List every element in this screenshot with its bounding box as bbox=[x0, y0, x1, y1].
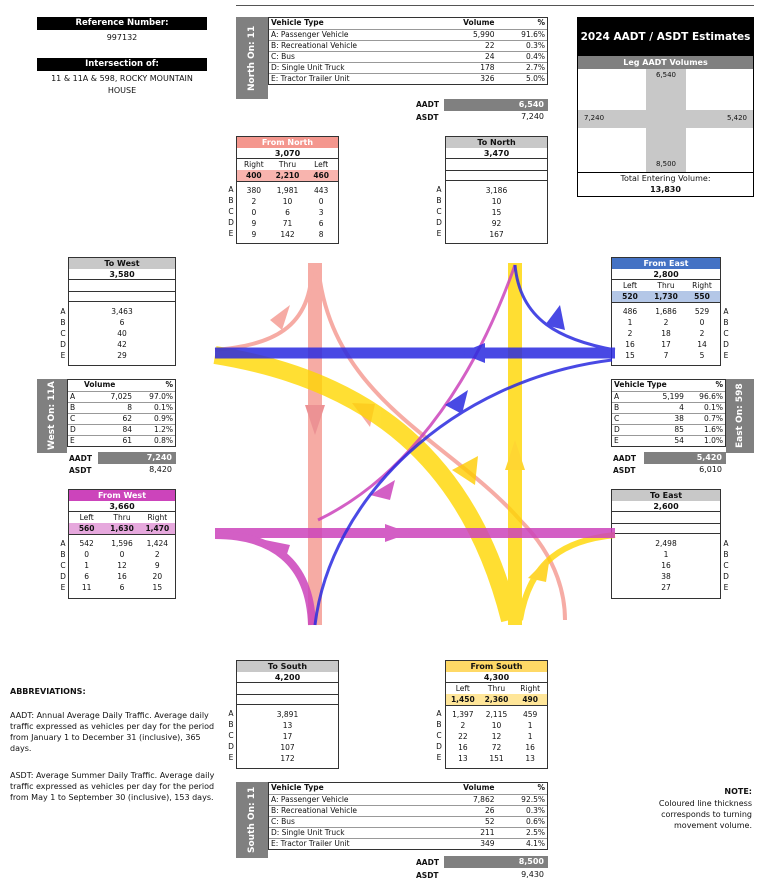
cell: 6 bbox=[285, 208, 290, 217]
cell: 380 bbox=[246, 186, 261, 195]
cell: 92.5% bbox=[521, 794, 545, 804]
cell: 2,498 bbox=[655, 539, 677, 548]
cell: 1,981 bbox=[276, 186, 299, 195]
south-right-arrow bbox=[528, 556, 550, 582]
cell: 52 bbox=[484, 816, 495, 826]
east-aadt-value: 5,420 bbox=[644, 452, 726, 464]
cell: 15 bbox=[152, 583, 163, 592]
total-entering-value: 13,830 bbox=[650, 185, 681, 194]
cell: 4.1% bbox=[525, 838, 545, 848]
from-west-left: 560 bbox=[78, 524, 95, 533]
hdr-thru: Thru bbox=[657, 281, 675, 290]
cell: 85 bbox=[674, 424, 684, 434]
cell: 10 bbox=[491, 197, 502, 206]
cell: 13 bbox=[282, 721, 293, 730]
west-aadt-value: 7,240 bbox=[98, 452, 176, 464]
cell: 459 bbox=[523, 710, 538, 719]
header-pct: % bbox=[715, 380, 723, 390]
cell: A: Passenger Vehicle bbox=[271, 794, 349, 804]
cell: 6 bbox=[318, 219, 324, 228]
south-aadt-label: AADT bbox=[416, 858, 439, 867]
west-asdt-value: 8,420 bbox=[149, 465, 172, 474]
from-south-thru: 2,360 bbox=[484, 695, 509, 704]
cell: 10 bbox=[282, 197, 293, 206]
to-north-title: To North bbox=[446, 137, 547, 148]
to-west-title: To West bbox=[69, 258, 175, 269]
cell: 22 bbox=[484, 40, 495, 50]
hdr-left: Left bbox=[622, 281, 638, 290]
cell: C: Bus bbox=[271, 816, 295, 826]
south-vehicle-table bbox=[268, 782, 548, 850]
cell: 92 bbox=[491, 219, 502, 228]
cell: D: Single Unit Truck bbox=[271, 827, 345, 837]
from-south-left: 1,450 bbox=[450, 695, 475, 704]
cell: 13 bbox=[458, 754, 468, 763]
cell: 38 bbox=[661, 572, 671, 581]
cell: 14 bbox=[697, 340, 707, 349]
cell: 1 bbox=[663, 550, 669, 559]
cross-north-value: 6,540 bbox=[655, 71, 677, 79]
cell: 0.3% bbox=[525, 805, 545, 815]
to-west-total: 3,580 bbox=[69, 269, 175, 280]
cell: 0 bbox=[84, 550, 90, 559]
cell: 326 bbox=[480, 73, 495, 83]
cell: 16 bbox=[625, 340, 635, 349]
cell: 16 bbox=[525, 743, 535, 752]
header-volume: Volume bbox=[463, 783, 495, 793]
cell: 2.5% bbox=[525, 827, 545, 837]
cell: 2 bbox=[663, 318, 669, 327]
north-right-curve bbox=[215, 265, 312, 350]
total-entering-label: Total Entering Volume: bbox=[578, 172, 753, 184]
from-west-right: 1,470 bbox=[145, 524, 170, 533]
header-type: Vehicle Type bbox=[614, 380, 667, 390]
cell: 16 bbox=[458, 743, 468, 752]
cell: 1 bbox=[527, 732, 533, 741]
cell: 22 bbox=[458, 732, 468, 741]
cell: 1.2% bbox=[153, 424, 173, 434]
cross-south-value: 8,500 bbox=[655, 160, 677, 168]
cell: 0.3% bbox=[525, 40, 545, 50]
to-east-title: To East bbox=[612, 490, 720, 501]
cell: 3,463 bbox=[111, 307, 133, 316]
cell: 71 bbox=[282, 219, 293, 228]
header-pct: % bbox=[165, 380, 173, 390]
cell: A bbox=[614, 391, 620, 401]
cell: 5 bbox=[699, 351, 705, 360]
cell: 0.9% bbox=[153, 413, 173, 423]
cell: 167 bbox=[489, 230, 504, 239]
cell: 40 bbox=[117, 329, 127, 338]
hdr-right: Right bbox=[147, 513, 168, 522]
cell: 10 bbox=[491, 721, 502, 730]
cell: C bbox=[70, 413, 76, 423]
hdr-thru: Thru bbox=[113, 513, 131, 522]
from-north-thru: 2,210 bbox=[275, 171, 300, 180]
cell: 5.0% bbox=[525, 73, 545, 83]
cell: 42 bbox=[117, 340, 127, 349]
cell: 20 bbox=[152, 572, 163, 581]
cell: 0 bbox=[699, 318, 705, 327]
cell: 1.0% bbox=[703, 435, 723, 445]
from-west-title: From West bbox=[69, 490, 175, 501]
intersection-label: Intersection of: bbox=[37, 58, 207, 71]
cell: 142 bbox=[280, 230, 295, 239]
south-asdt-value: 9,430 bbox=[521, 870, 544, 879]
cell: C bbox=[614, 413, 620, 423]
cell: 178 bbox=[480, 62, 495, 72]
east-asdt-label: ASDT bbox=[613, 466, 636, 475]
from-north-total: 3,070 bbox=[237, 148, 338, 159]
cell: 72 bbox=[491, 743, 502, 752]
cell: 1.6% bbox=[703, 424, 723, 434]
from-north-right: 400 bbox=[246, 171, 262, 180]
cell: 0 bbox=[251, 208, 257, 217]
cell: 486 bbox=[622, 307, 638, 316]
to-south-total: 4,200 bbox=[237, 672, 338, 683]
south-vehicle-grid bbox=[269, 783, 547, 849]
cell: E: Tractor Trailer Unit bbox=[271, 73, 350, 83]
note-title: NOTE: bbox=[724, 787, 752, 796]
cell: 4 bbox=[679, 402, 684, 412]
cell: 8 bbox=[318, 230, 324, 239]
cell: 211 bbox=[480, 827, 495, 837]
from-north-left: 460 bbox=[313, 171, 329, 180]
south-asdt-label: ASDT bbox=[416, 871, 439, 880]
from-south-right: 490 bbox=[522, 695, 538, 704]
to-north-total: 3,470 bbox=[446, 148, 547, 159]
hdr-right: Right bbox=[520, 684, 541, 693]
header-volume: Volume bbox=[463, 18, 495, 28]
cell: 172 bbox=[280, 754, 295, 763]
from-south-table bbox=[445, 660, 548, 769]
to-north-letters: A B C D E bbox=[436, 185, 442, 238]
cell: 542 bbox=[79, 539, 94, 548]
cell: 349 bbox=[480, 838, 495, 848]
from-east-total: 2,800 bbox=[612, 269, 720, 280]
intersection-value: 11 & 11A & 598, ROCKY MOUNTAIN HOUSE bbox=[51, 74, 193, 95]
cell: 16 bbox=[117, 572, 127, 581]
from-east-right: 550 bbox=[694, 292, 710, 301]
cell: 2.7% bbox=[525, 62, 545, 72]
to-west-letters: A B C D E bbox=[60, 307, 66, 360]
from-west-thru: 1,630 bbox=[110, 524, 134, 533]
cell: 1 bbox=[627, 318, 633, 327]
north-asdt-value: 7,240 bbox=[521, 112, 544, 121]
from-south-total: 4,300 bbox=[446, 672, 547, 683]
east-right-curve bbox=[515, 265, 615, 350]
cell: B bbox=[614, 402, 620, 412]
cell: 2,115 bbox=[485, 710, 508, 719]
west-leg-label: West On: 11A bbox=[37, 379, 67, 453]
cross-east-value: 5,420 bbox=[726, 114, 747, 122]
from-west-total: 3,660 bbox=[69, 501, 175, 512]
abbreviations-title: ABBREVIATIONS: bbox=[10, 687, 86, 696]
cell: 6 bbox=[119, 583, 125, 592]
east-asdt-value: 6,010 bbox=[699, 465, 722, 474]
header-pct: % bbox=[537, 783, 545, 793]
cell: C: Bus bbox=[271, 51, 295, 61]
cell: 15 bbox=[625, 351, 635, 360]
cell: 529 bbox=[694, 307, 710, 316]
cell: 2 bbox=[154, 550, 160, 559]
from-south-title: From South bbox=[446, 661, 547, 672]
leg-volumes-title: Leg AADT Volumes bbox=[578, 56, 753, 69]
cell: 24 bbox=[484, 51, 495, 61]
north-leg-label: North On: 11 bbox=[236, 17, 268, 99]
hdr-left: Left bbox=[455, 684, 470, 693]
west-thru-arrow bbox=[385, 524, 410, 542]
cell: A: Passenger Vehicle bbox=[271, 29, 349, 39]
hdr-thru: Thru bbox=[487, 684, 506, 693]
south-aadt-value: 8,500 bbox=[444, 856, 548, 868]
header-volume: Volume bbox=[84, 380, 116, 390]
cell: 7 bbox=[663, 351, 669, 360]
to-south-table bbox=[236, 660, 339, 769]
cell: 0 bbox=[318, 197, 324, 206]
cell: D bbox=[614, 424, 620, 434]
east-leg-label: East On: 598 bbox=[726, 379, 754, 453]
from-east-title: From East bbox=[612, 258, 720, 269]
north-left-curve bbox=[318, 265, 565, 620]
from-east-left: 520 bbox=[622, 292, 638, 301]
estimates-title: 2024 AADT / ASDT Estimates bbox=[578, 18, 753, 56]
cell: 6 bbox=[119, 318, 125, 327]
cell: 9 bbox=[251, 230, 257, 239]
hdr-right: Right bbox=[692, 281, 712, 290]
header-type: Vehicle Type bbox=[271, 18, 324, 28]
cell: 0.4% bbox=[525, 51, 545, 61]
reference-value: 997132 bbox=[106, 33, 138, 42]
cell: 1 bbox=[527, 721, 533, 730]
cell: 62 bbox=[122, 413, 133, 423]
south-leg-label: South On: 11 bbox=[236, 782, 268, 858]
cell: 26 bbox=[484, 805, 495, 815]
cell: 7,862 bbox=[473, 794, 495, 804]
cell: 97.0% bbox=[149, 391, 173, 401]
cell: 54 bbox=[674, 435, 684, 445]
cell: B bbox=[70, 402, 76, 412]
hdr-left: Left bbox=[314, 160, 329, 169]
to-south-title: To South bbox=[237, 661, 338, 672]
cell: 0.1% bbox=[153, 402, 173, 412]
cell: 17 bbox=[661, 340, 671, 349]
from-north-title: From North bbox=[237, 137, 338, 148]
west-left-curve bbox=[215, 535, 312, 625]
cell: 3,186 bbox=[485, 186, 508, 195]
cell: 1,686 bbox=[655, 307, 677, 316]
from-west-letters: A B C D E bbox=[60, 539, 66, 592]
abbreviation-aadt: AADT: Annual Average Daily Traffic. Average daily traffic expressed as vehicles per day for the period from January 1 to December 31 (inclusive), 365 days. bbox=[10, 711, 215, 753]
cell: 16 bbox=[661, 561, 671, 570]
cell: E bbox=[614, 435, 619, 445]
cell: 1,397 bbox=[452, 710, 474, 719]
cell: 107 bbox=[280, 743, 295, 752]
cell: D bbox=[70, 424, 76, 434]
cell: 38 bbox=[674, 413, 684, 423]
hdr-left: Left bbox=[79, 513, 94, 522]
cell: 11 bbox=[81, 583, 92, 592]
header-type: Vehicle Type bbox=[271, 783, 324, 793]
cell: 1 bbox=[84, 561, 90, 570]
cell: 2 bbox=[460, 721, 466, 730]
cell: 61 bbox=[122, 435, 133, 445]
cell: 8 bbox=[127, 402, 133, 412]
from-south-letters: A B C D E bbox=[436, 709, 442, 762]
hdr-thru: Thru bbox=[278, 160, 297, 169]
cell: 96.6% bbox=[699, 391, 723, 401]
note-text: Coloured line thickness corresponds to turning movement volume. bbox=[658, 799, 752, 830]
cell: 17 bbox=[282, 732, 293, 741]
cell: 0.1% bbox=[703, 402, 723, 412]
from-east-thru: 1,730 bbox=[654, 292, 678, 301]
cell: 0.8% bbox=[153, 435, 173, 445]
cell: 0.7% bbox=[703, 413, 723, 423]
west-asdt-label: ASDT bbox=[69, 466, 92, 475]
cell: E bbox=[70, 435, 75, 445]
from-east-letters: A B C D E bbox=[723, 307, 729, 360]
cell: 6 bbox=[84, 572, 90, 581]
cell: A bbox=[70, 391, 76, 401]
hdr-right: Right bbox=[243, 160, 264, 169]
cell: 151 bbox=[489, 754, 504, 763]
cell: 2 bbox=[627, 329, 633, 338]
header-pct: % bbox=[537, 18, 545, 28]
cell: 2 bbox=[251, 197, 257, 206]
cell: 29 bbox=[117, 351, 127, 360]
cell: 9 bbox=[154, 561, 160, 570]
west-aadt-label: AADT bbox=[69, 454, 92, 463]
north-aadt-label: AADT bbox=[416, 100, 439, 109]
cell: 3,891 bbox=[276, 710, 299, 719]
to-south-letters: A B C D E bbox=[228, 709, 234, 762]
cell: D: Single Unit Truck bbox=[271, 62, 345, 72]
cross-west-value: 7,240 bbox=[584, 114, 605, 122]
cell: 12 bbox=[117, 561, 127, 570]
abbreviation-asdt: ASDT: Average Summer Daily Traffic. Average daily traffic expressed as vehicles per day for the period from May 1 to September 30 (inclusive), 153 days. bbox=[10, 771, 215, 802]
cell: 443 bbox=[314, 186, 329, 195]
cell: 3 bbox=[318, 208, 324, 217]
cell: 2 bbox=[699, 329, 705, 338]
cell: 5,199 bbox=[662, 391, 684, 401]
cell: 91.6% bbox=[521, 29, 545, 39]
east-aadt-label: AADT bbox=[613, 454, 636, 463]
cell: E: Tractor Trailer Unit bbox=[271, 838, 350, 848]
cell: 0.6% bbox=[525, 816, 545, 826]
reference-label: Reference Number: bbox=[37, 17, 207, 30]
cell: 1,424 bbox=[146, 539, 169, 548]
north-asdt-label: ASDT bbox=[416, 113, 439, 122]
cell: 9 bbox=[251, 219, 257, 228]
cell: 7,025 bbox=[110, 391, 133, 401]
cell: B: Recreational Vehicle bbox=[271, 805, 358, 815]
to-east-total: 2,600 bbox=[612, 501, 720, 512]
from-north-letters: A B C D E bbox=[228, 185, 234, 238]
cell: 84 bbox=[122, 424, 133, 434]
cell: 18 bbox=[661, 329, 671, 338]
cell: 0 bbox=[119, 550, 125, 559]
cell: 15 bbox=[491, 208, 502, 217]
cell: 27 bbox=[661, 583, 671, 592]
cell: 5,990 bbox=[473, 29, 495, 39]
cell: 13 bbox=[525, 754, 535, 763]
cell: 12 bbox=[491, 732, 502, 741]
to-east-letters: A B C D E bbox=[723, 539, 729, 592]
cell: 1,596 bbox=[111, 539, 133, 548]
north-aadt-value: 6,540 bbox=[444, 99, 548, 111]
cell: B: Recreational Vehicle bbox=[271, 40, 358, 50]
